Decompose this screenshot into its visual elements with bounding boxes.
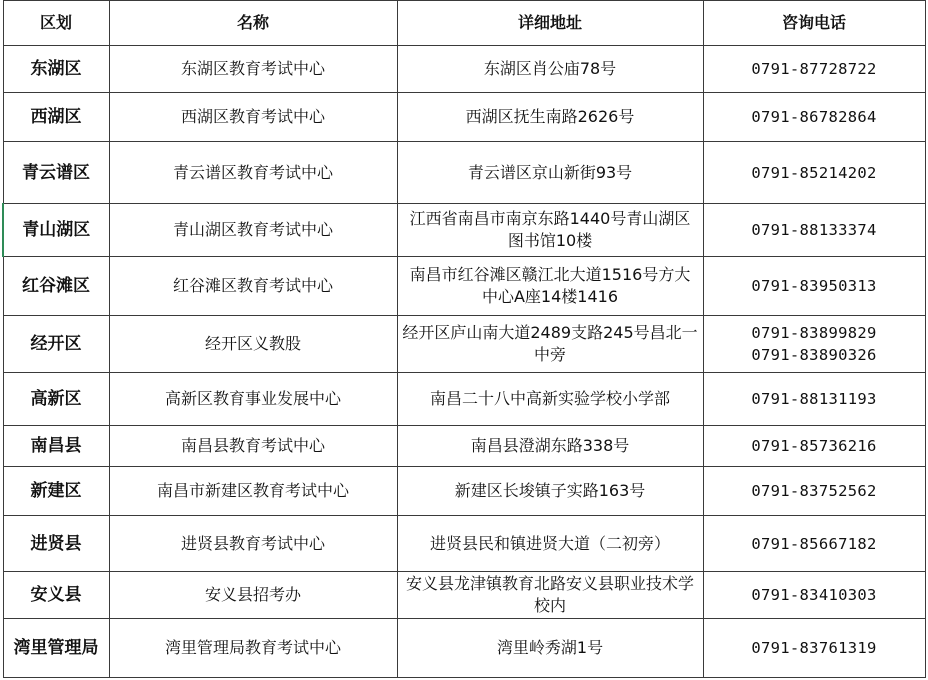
address-cell [397, 204, 703, 257]
table-row [3, 619, 925, 678]
address-text: 湾里岭秀湖1号 [496, 638, 604, 657]
phone-cell [703, 93, 925, 142]
name-cell: 湾里管理局教育考试中心 [109, 619, 397, 678]
name-cell: 南昌市新建区教育考试中心 [109, 467, 397, 516]
phone-number: 0791-88131193 [751, 390, 877, 408]
name-cell: 东湖区教育考试中心 [109, 46, 397, 93]
table-row [3, 142, 925, 204]
name-cell: 青山湖区教育考试中心 [109, 204, 397, 257]
address-text: 南昌县澄湖东路338号 [470, 436, 630, 455]
table-row [3, 204, 925, 257]
address-text: 青云谱区京山新街93号 [467, 162, 633, 182]
phone-cell [703, 619, 925, 678]
phone-number: 0791-83950313 [751, 277, 877, 295]
table-row [3, 316, 925, 373]
phone-cell [703, 467, 925, 516]
table-row [3, 93, 925, 142]
district-cell: 进贤县 [3, 516, 109, 572]
address-cell [397, 426, 703, 467]
name-cell: 进贤县教育考试中心 [109, 516, 397, 572]
district-cell: 西湖区 [3, 93, 109, 142]
table-row [3, 572, 925, 619]
name-cell: 红谷滩区教育考试中心 [109, 257, 397, 316]
table-row [3, 46, 925, 93]
address-cell [397, 373, 703, 426]
table-row [3, 257, 925, 316]
phone-cell [703, 426, 925, 467]
address-text: 东湖区肖公庙78号 [483, 59, 617, 78]
phone-number: 0791-87728722 [751, 60, 877, 78]
exam-center-table [2, 0, 926, 678]
district-cell: 青云谱区 [3, 142, 109, 204]
address-cell [397, 516, 703, 572]
name-cell: 安义县招考办 [109, 572, 397, 619]
phone-number: 0791-85667182 [751, 534, 877, 553]
name-cell: 南昌县教育考试中心 [109, 426, 397, 467]
address-cell [397, 257, 703, 316]
address-text: 经开区庐山南大道2489支路245号昌北一中旁 [402, 323, 698, 364]
phone-number: 0791-86782864 [751, 108, 877, 126]
table-header-row [3, 1, 925, 46]
name-cell: 经开区义教股 [109, 316, 397, 373]
address-cell [397, 572, 703, 619]
table-row [3, 516, 925, 572]
header-name: 名称 [109, 1, 397, 46]
district-cell: 高新区 [3, 373, 109, 426]
phone-cell [703, 316, 925, 373]
phone-cell [703, 373, 925, 426]
district-cell: 湾里管理局 [3, 619, 109, 678]
table-row [3, 426, 925, 467]
address-text: 江西省南昌市南京东路1440号青山湖区图书馆10楼 [409, 209, 691, 250]
phone-number: 0791-83890326 [751, 346, 877, 364]
address-text: 新建区长埈镇子实路163号 [454, 481, 646, 500]
district-cell: 新建区 [3, 467, 109, 516]
phone-number: 0791-85736216 [751, 437, 877, 455]
phone-cell [703, 142, 925, 204]
table-row [3, 467, 925, 516]
address-text: 安义县龙津镇教育北路安义县职业技术学校内 [405, 574, 694, 615]
name-cell: 青云谱区教育考试中心 [109, 142, 397, 204]
address-cell [397, 316, 703, 373]
phone-number: 0791-83410303 [751, 586, 877, 604]
header-phone: 咨询电话 [703, 1, 925, 46]
address-cell [397, 93, 703, 142]
name-cell: 西湖区教育考试中心 [109, 93, 397, 142]
phone-cell [703, 46, 925, 93]
district-cell: 红谷滩区 [3, 257, 109, 316]
name-cell: 高新区教育事业发展中心 [109, 373, 397, 426]
phone-cell [703, 204, 925, 257]
phone-number: 0791-83761319 [751, 639, 877, 657]
address-cell [397, 142, 703, 204]
district-cell: 经开区 [3, 316, 109, 373]
address-text: 南昌二十八中高新实验学校小学部 [429, 389, 670, 408]
phone-cell [703, 257, 925, 316]
district-cell: 青山湖区 [3, 204, 109, 257]
district-cell: 东湖区 [3, 46, 109, 93]
address-cell [397, 619, 703, 678]
phone-number: 0791-85214202 [751, 163, 877, 182]
district-cell: 南昌县 [3, 426, 109, 467]
phone-cell [703, 516, 925, 572]
header-address: 详细地址 [397, 1, 703, 46]
district-cell: 安义县 [3, 572, 109, 619]
address-text: 南昌市红谷滩区赣江北大道1516号方大中心A座14楼1416 [409, 265, 691, 306]
table-row [3, 373, 925, 426]
phone-number: 0791-83752562 [751, 482, 877, 500]
phone-number: 0791-83899829 [751, 324, 877, 342]
phone-cell [703, 572, 925, 619]
address-text: 西湖区抚生南路2626号 [465, 107, 635, 126]
header-district: 区划 [3, 1, 109, 46]
address-cell [397, 467, 703, 516]
address-text: 进贤县民和镇进贤大道（二初旁） [429, 533, 670, 553]
address-cell [397, 46, 703, 93]
phone-number: 0791-88133374 [751, 221, 877, 239]
